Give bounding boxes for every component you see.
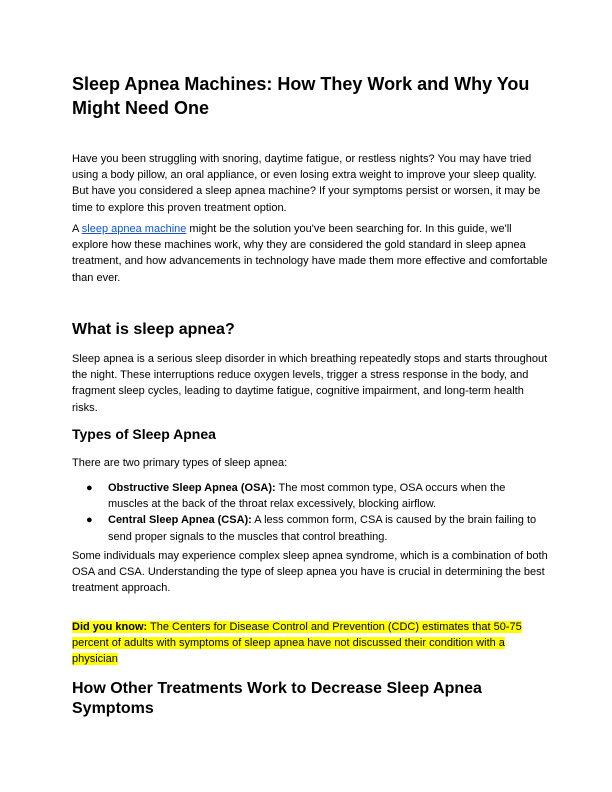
types-closing: Some individuals may experience complex sleep apnea syndrome, which is a combination of both OSA and CSA. Understanding the type of sleep apnea you have is crucial in determining the best treatment approach. [72, 550, 548, 595]
sleep-apnea-machine-link[interactable]: sleep apnea machine [81, 223, 187, 235]
callout-label: Did you know: [72, 621, 148, 633]
list-item-csa-term: Central Sleep Apnea (CSA): [108, 514, 252, 527]
intro-p2-prefix: A [72, 223, 82, 235]
callout-text: The Centers for Disease Control and Prevention (CDC) estimates that 50-75 percent of adults with symptoms of sleep apnea have not discussed their condition with a physician [72, 621, 522, 666]
section1-body: Sleep apnea is a serious sleep disorder in which breathing repeatedly stops and starts throughout the night. These interruptions reduce oxygen levels, trigger a stress response in the body, and fragment sleep cycles, leading to daytime fatigue, cognitive impairment, and long-term health risks. [72, 353, 548, 414]
section-heading-what-is-sleep-apnea: What is sleep apnea? [72, 321, 235, 338]
list-item-osa-text: The most common type, OSA occurs when the muscles at the back of the throat relax excessively, blocking airflow. [108, 482, 506, 511]
intro-paragraph-1: Have you been struggling with snoring, daytime fatigue, or restless nights? You may have tried using a body pillow, an oral appliance, or even losing extra weight to improve your sleep quality. But have you considered a sleep apnea machine? If your symptoms persist or worsen, it may be time to explore this proven treatment option. [72, 153, 541, 214]
intro-p2-rest: might be the solution you've been searching for. In this guide, we'll explore how these machines work, why they are considered the gold standard in sleep apnea treatment, and how advancements in technology have made them more effective and comfortable than ever. [72, 223, 548, 284]
section-heading-types: Types of Sleep Apnea [72, 426, 216, 442]
types-list [72, 480, 548, 545]
list-item-osa [72, 480, 548, 512]
bullet-icon: ● [86, 482, 93, 494]
list-item-csa [72, 512, 548, 544]
section-heading-other-treatments: How Other Treatments Work to Decrease Sleep Apnea Symptoms [72, 680, 482, 717]
list-item-csa-text: A less common form, CSA is caused by the brain failing to send proper signals to the muscles that control breathing. [108, 514, 537, 543]
intro-paragraph-2 [72, 221, 548, 286]
types-lead: There are two primary types of sleep apnea: [72, 457, 288, 469]
bullet-icon: ● [86, 514, 93, 527]
page-title: Sleep Apnea Machines: How They Work and Why You Might Need One [72, 74, 530, 118]
list-item-osa-term: Obstructive Sleep Apnea (OSA): [108, 482, 276, 494]
did-you-know-callout [72, 619, 548, 668]
